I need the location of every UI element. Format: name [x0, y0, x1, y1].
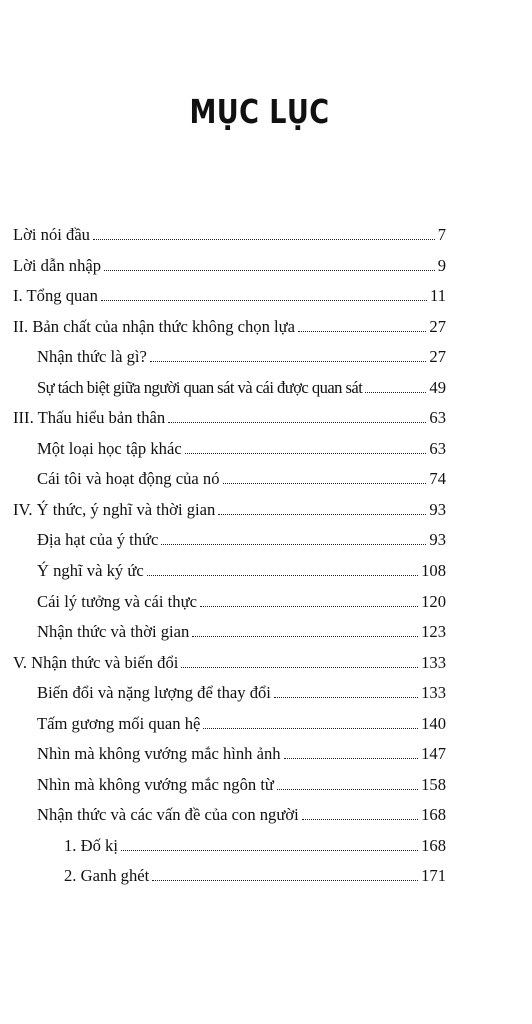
toc-entry — [13, 464, 446, 495]
toc-page-number: 49 — [429, 377, 446, 397]
toc-dot-leader — [223, 482, 427, 484]
toc-entry — [13, 556, 446, 587]
toc-entry — [13, 312, 446, 343]
toc-entry — [13, 373, 446, 404]
toc-entry-title: I. Tổng quan — [13, 286, 98, 306]
toc-entry-title: III. Thấu hiểu bản thân — [13, 408, 166, 428]
toc-dot-leader — [150, 360, 427, 362]
toc-dot-leader — [274, 696, 418, 698]
toc-entry — [13, 434, 446, 465]
toc-dot-leader — [200, 605, 418, 607]
toc-page-number: 7 — [437, 225, 446, 244]
page-title: MỤC LỤC — [189, 92, 330, 131]
toc-entry-title: Nhận thức là gì? — [37, 347, 147, 367]
toc-page-number: 133 — [421, 652, 446, 672]
toc-dot-leader — [147, 574, 418, 576]
toc-entry — [13, 770, 446, 801]
toc-page-number: 168 — [421, 805, 446, 825]
toc-entry-title: Biến đổi và nặng lượng để thay đổi — [37, 683, 271, 703]
toc-entry — [13, 678, 446, 709]
toc-dot-leader — [121, 849, 418, 851]
toc-entry — [13, 617, 446, 648]
toc-dot-leader — [302, 818, 418, 820]
toc-entry — [13, 251, 446, 282]
toc-page-number: 93 — [429, 499, 446, 519]
toc-page-number: 11 — [430, 286, 446, 306]
toc-entry — [13, 831, 446, 862]
toc-dot-leader — [104, 269, 435, 271]
toc-entry-title: Một loại học tập khác — [37, 438, 182, 458]
toc-entry — [13, 525, 446, 556]
toc-entry-title: Địa hạt của ý thức — [37, 530, 159, 550]
toc-page-number: 147 — [421, 744, 446, 764]
toc-dot-leader — [185, 452, 427, 454]
toc-entry — [13, 861, 446, 892]
toc-page-number: 123 — [421, 622, 446, 642]
toc-dot-leader — [101, 299, 427, 301]
toc-entry-title: Ý nghĩ và ký ức — [37, 561, 144, 581]
toc-entry-title: IV. Ý thức, ý nghĩ và thời gian — [13, 499, 216, 519]
toc-entry-title: II. Bản chất của nhận thức không chọn lựa — [13, 316, 296, 336]
toc-entry-title: Sự tách biệt giữa người quan sát và cái được quan sát — [37, 377, 363, 397]
toc-dot-leader — [161, 543, 426, 545]
toc-page-number: 9 — [437, 255, 446, 275]
toc-entry-title: Lời nói đầu — [13, 225, 90, 244]
toc-dot-leader — [203, 727, 418, 729]
toc-entry — [13, 739, 446, 770]
toc-dot-leader — [284, 757, 419, 759]
toc-entry-title: Nhận thức và thời gian — [37, 622, 190, 642]
toc-dot-leader — [181, 666, 418, 668]
toc-entry-title: Lời dẫn nhập — [13, 255, 102, 275]
toc-dot-leader — [93, 238, 435, 240]
toc-page-number: 27 — [429, 316, 446, 336]
toc-entry-title: Nhận thức và các vấn đề của con người — [37, 805, 299, 825]
toc-entry — [13, 342, 446, 373]
toc-page-number: 63 — [429, 408, 446, 428]
toc-entry — [13, 403, 446, 434]
toc-page-number: 158 — [421, 774, 446, 794]
toc-dot-leader — [218, 513, 426, 515]
toc-page-number: 74 — [429, 469, 446, 489]
toc-page-number: 133 — [421, 683, 446, 703]
toc-dot-leader — [365, 391, 426, 393]
toc-entry — [13, 800, 446, 831]
toc-page-number: 140 — [421, 713, 446, 733]
toc-page-number: 93 — [429, 530, 446, 550]
toc-entry-title: Nhìn mà không vướng mắc ngôn từ — [37, 774, 274, 794]
toc-entry-title: Cái lý tưởng và cái thực — [37, 591, 197, 611]
toc-page-number: 168 — [421, 835, 446, 855]
toc-entry-title: 2. Ganh ghét — [64, 866, 150, 886]
toc-page-number: 108 — [421, 561, 446, 581]
toc-entry — [13, 220, 446, 251]
toc-entry-title: Cái tôi và hoạt động của nó — [37, 469, 220, 489]
toc-dot-leader — [277, 788, 418, 790]
toc-entry — [13, 587, 446, 618]
toc-entry — [13, 495, 446, 526]
toc-entry-title: V. Nhận thức và biến đổi — [13, 652, 179, 672]
toc-entry-title: Tấm gương mối quan hệ — [37, 713, 201, 733]
toc-page-number: 27 — [429, 347, 446, 367]
toc-page-number: 63 — [429, 438, 446, 458]
toc-entry — [13, 281, 446, 312]
toc-page-number: 120 — [421, 591, 446, 611]
toc-page-number: 171 — [421, 866, 446, 886]
toc-entry — [13, 709, 446, 740]
toc-dot-leader — [192, 635, 418, 637]
table-of-contents — [13, 220, 446, 892]
toc-dot-leader — [168, 421, 426, 423]
toc-dot-leader — [298, 330, 426, 332]
toc-dot-leader — [152, 879, 418, 881]
toc-entry — [13, 648, 446, 679]
toc-entry-title: 1. Đố kị — [64, 835, 118, 855]
toc-entry-title: Nhìn mà không vướng mắc hình ảnh — [37, 744, 281, 764]
